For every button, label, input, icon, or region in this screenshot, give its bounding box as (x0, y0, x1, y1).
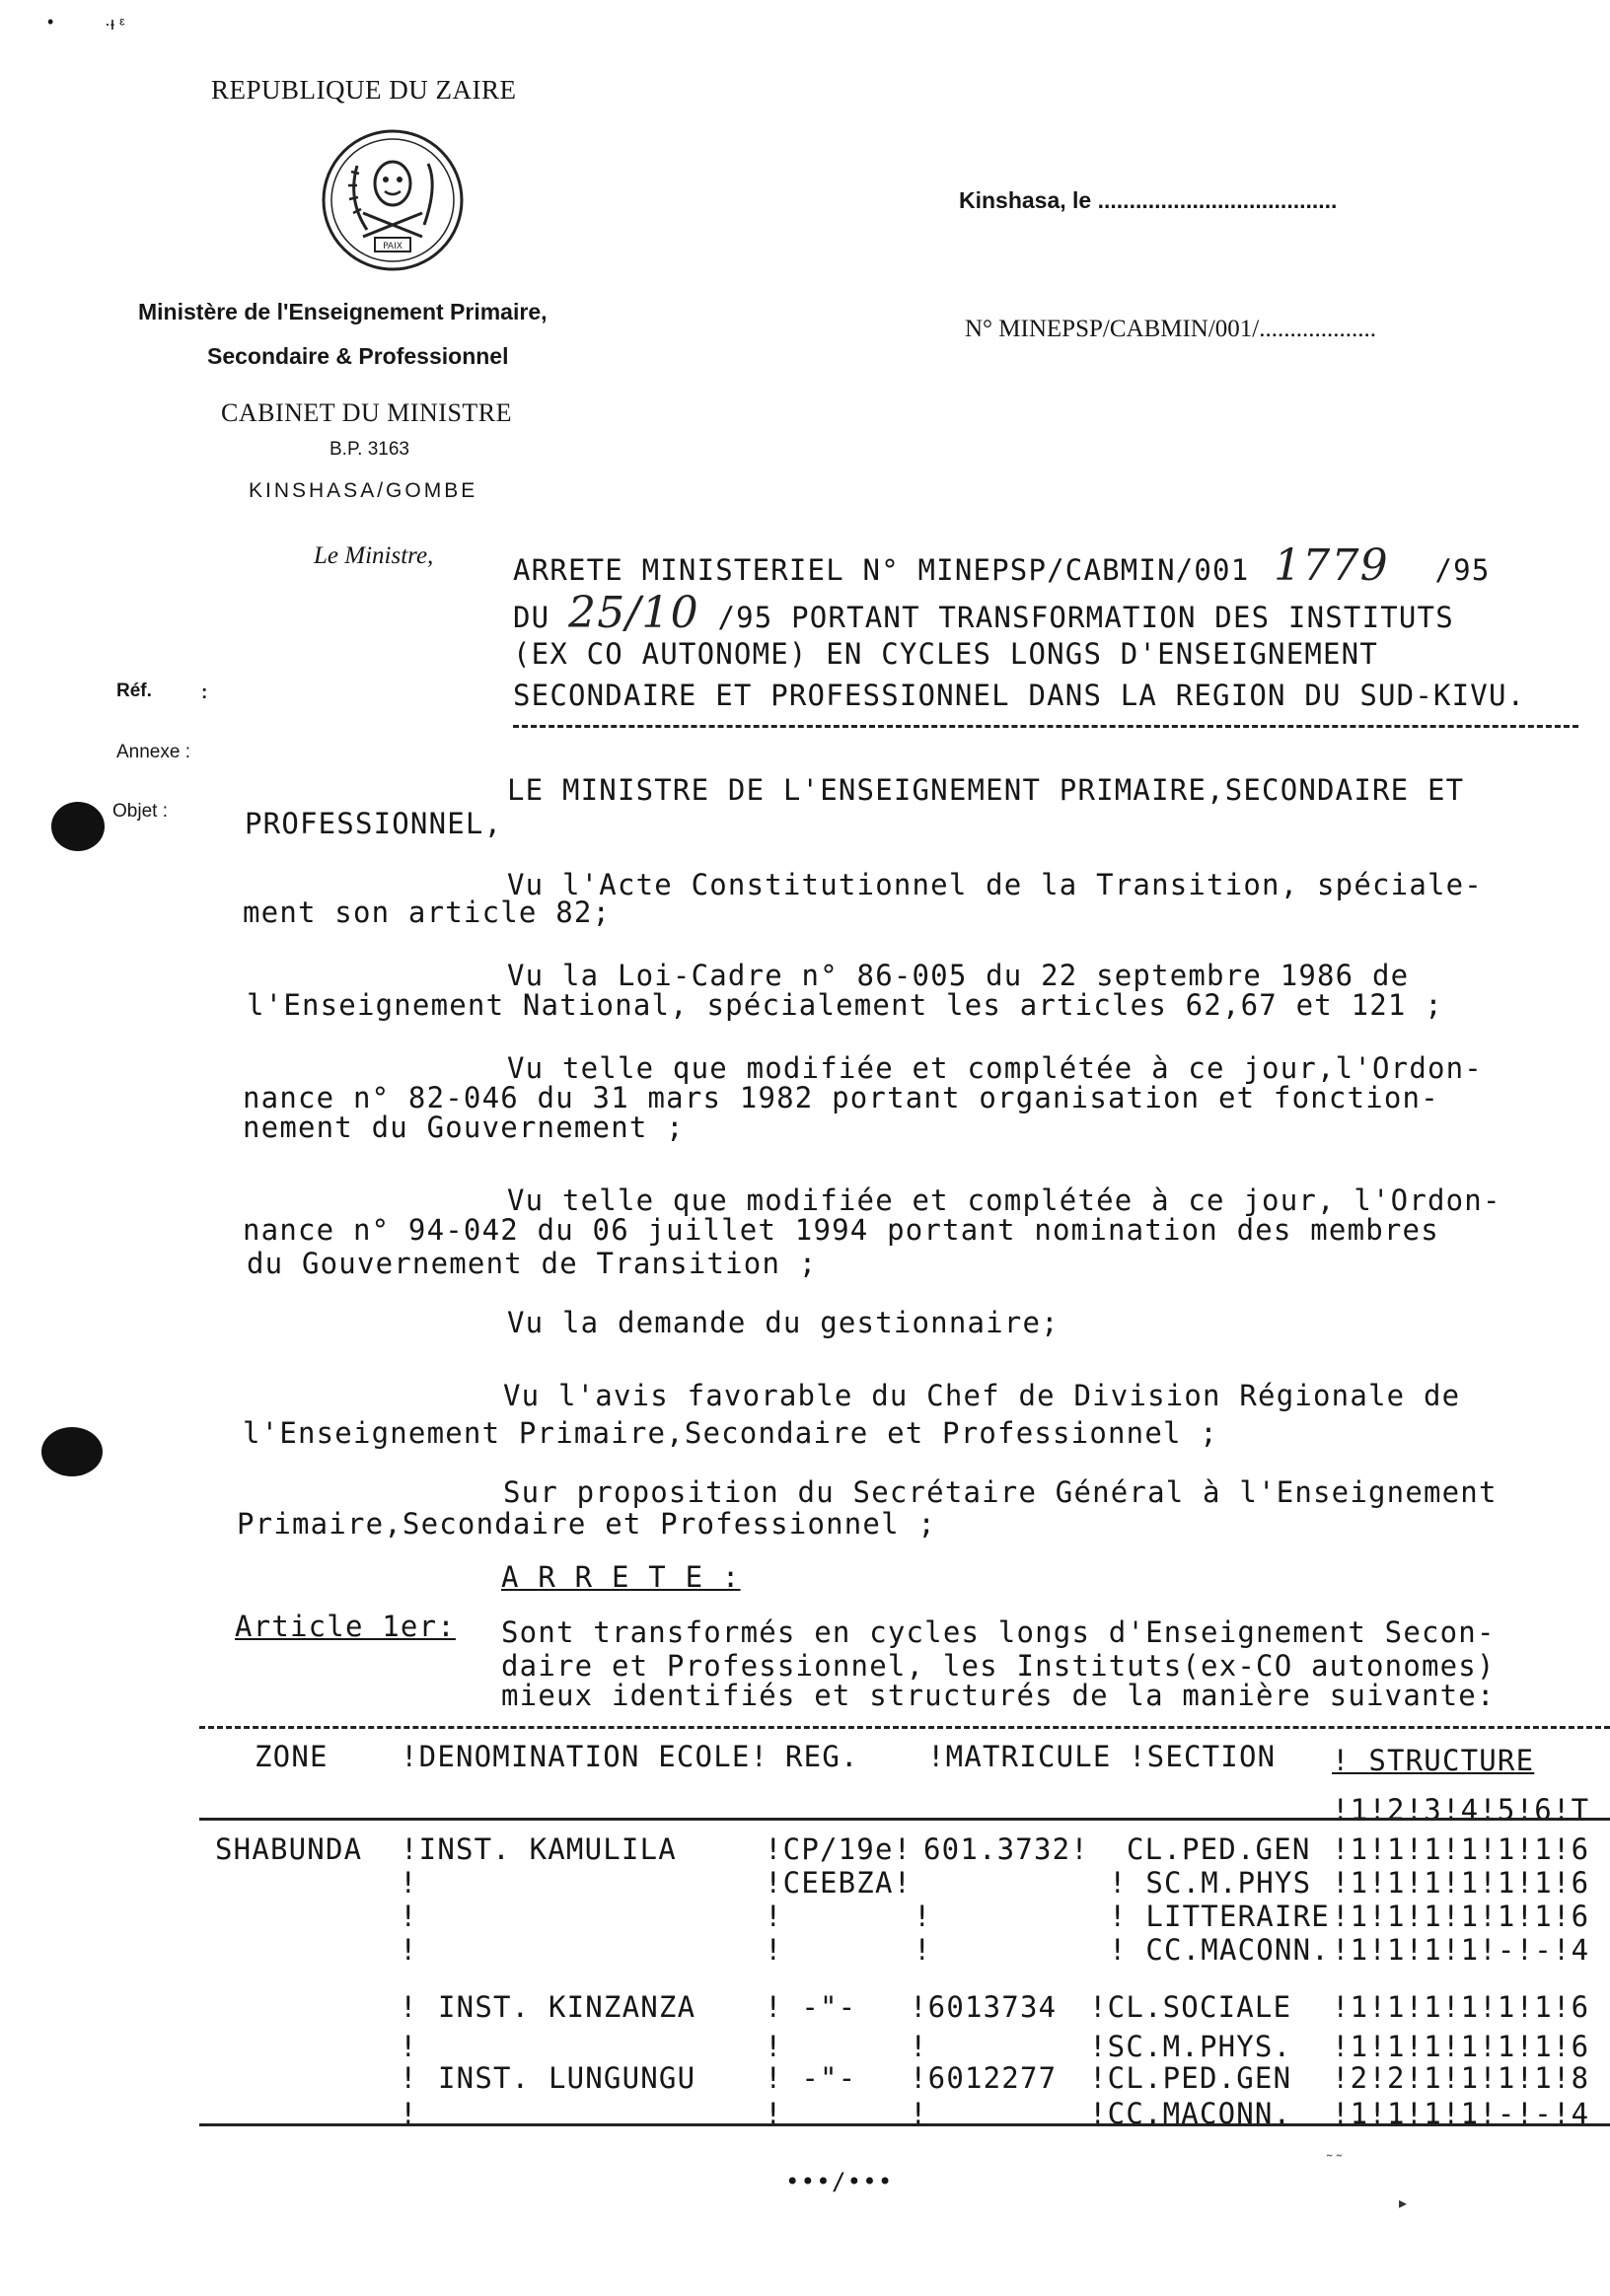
cell-section: !CL.SOCIALE (1089, 1990, 1292, 2024)
stray-mark: ▸ (1399, 2195, 1408, 2212)
cell-reg: ! -"- (765, 1990, 857, 2024)
arrete-heading: A R R E T E : (501, 1560, 741, 1594)
cell-matricule: !6013734 (910, 1990, 1058, 2024)
reference-number: N° MINEPSP/CABMIN/001/................... (965, 316, 1376, 342)
decree-date-suffix: /95 PORTANT TRANSFORMATION DES INSTITUTS (717, 601, 1454, 634)
punch-hole-mark (41, 1427, 103, 1476)
ref-colon: : (201, 682, 208, 703)
annexe-label: Annexe : (116, 742, 190, 762)
stray-mark: ˜ ˜ (1327, 2153, 1343, 2170)
cell-section: CL.PED.GEN (1127, 1832, 1311, 1866)
cell-reg: ! (765, 1900, 783, 1933)
cell-section: ! CC.MACONN. (1109, 1933, 1330, 1967)
cell-structure: !1!1!1!1!1!1!6 (1332, 1900, 1590, 1933)
place-and-date: Kinshasa, le ...................................... (959, 187, 1338, 213)
ref-label: Réf. (116, 681, 152, 701)
cell-section: ! LITTERAIRE (1109, 1900, 1330, 1933)
cell-reg: !CP/19e! (765, 1832, 913, 1866)
cell-zone: SHABUNDA (215, 1832, 363, 1866)
ministry-city: KINSHASA/GOMBE (249, 479, 478, 502)
table-header-rule (199, 1818, 1610, 1821)
col-header-structure-label: ! STRUCTURE (1332, 1744, 1535, 1777)
decree-number-handwritten: 1779 (1274, 540, 1389, 591)
seal-emblem-icon (318, 126, 468, 274)
vu4-line3: du Gouvernement de Transition ; (247, 1247, 818, 1280)
decree-title-line1 (513, 540, 1491, 591)
col-header-matricule: !MATRICULE (927, 1740, 1112, 1773)
cell-school: INST. KINZANZA (438, 1990, 696, 2024)
intro-line2: PROFESSIONNEL, (245, 807, 503, 840)
decree-date-handwritten: 25/10 (568, 588, 699, 638)
title-divider (513, 725, 1578, 728)
cell-structure: !1!1!1!1!-!-!4 (1332, 2097, 1590, 2130)
cabinet-label: CABINET DU MINISTRE (221, 398, 513, 427)
cell-zone: ! (400, 1933, 418, 1967)
cell-structure: !1!1!1!1!1!1!6 (1332, 2030, 1590, 2063)
vu6-line1: Vu l'avis favorable du Chef de Division Régionale de (503, 1379, 1461, 1412)
col-header-zone: ZONE (255, 1740, 329, 1773)
state-seal (318, 126, 468, 274)
cell-structure: !1!1!1!1!1!1!6 (1332, 1990, 1590, 2024)
table-top-divider (199, 1726, 1610, 1729)
vu2-line1: Vu la Loi-Cadre n° 86-005 du 22 septembre 1986 de (507, 959, 1410, 992)
decree-title-suffix: /95 (1434, 553, 1491, 587)
cell-structure: !1!1!1!1!-!-!4 (1332, 1933, 1590, 1967)
cell-reg: ! (765, 1933, 783, 1967)
cell-reg: ! (765, 2030, 783, 2063)
punch-hole-mark (51, 802, 105, 851)
cell-zone: ! (400, 2061, 418, 2095)
vu1-line2: ment son article 82; (243, 896, 612, 929)
decree-title-prefix: ARRETE MINISTERIEL N° MINEPSP/CABMIN/001 (513, 553, 1250, 587)
ministry-name-line2: Secondaire & Professionnel (207, 343, 509, 369)
republic-title: REPUBLIQUE DU ZAIRE (211, 75, 517, 105)
cell-school: INST. LUNGUNGU (438, 2061, 696, 2095)
cell-section: !CC.MACONN. (1089, 2097, 1292, 2130)
vu1-line1: Vu l'Acte Constitutionnel de la Transition, spéciale- (507, 868, 1483, 901)
cell-structure: !1!1!1!1!1!1!6 (1332, 1832, 1590, 1866)
cell-matricule: ! (914, 1933, 932, 1967)
decree-title-line4: SECONDAIRE ET PROFESSIONNEL DANS LA REGION DU SUD-KIVU. (513, 679, 1526, 712)
article-1-line3: mieux identifiés et structurés de la manière suivante: (501, 1679, 1496, 1712)
minister-label: Le Ministre, (314, 542, 434, 569)
cell-section: !CL.PED.GEN (1089, 2061, 1292, 2095)
cell-matricule: ! (910, 2030, 928, 2063)
vu3-line1: Vu telle que modifiée et complétée à ce jour,l'Ordon- (507, 1051, 1483, 1085)
cell-structure: !1!1!1!1!1!1!6 (1332, 1866, 1590, 1900)
col-header-structure (1332, 1744, 1534, 1777)
cell-zone: ! (400, 1900, 418, 1933)
article-1-line2: daire et Professionnel, les Instituts(ex-CO autonomes) (501, 1649, 1496, 1683)
cell-structure: !2!2!1!1!1!1!8 (1332, 2061, 1590, 2095)
structure-subheader: !1!2!3!4!5!6!T (1332, 1793, 1590, 1827)
seal-motto: PAIX (383, 242, 402, 251)
col-header-section: !SECTION (1129, 1740, 1277, 1773)
vu5-line: Vu la demande du gestionnaire; (507, 1306, 1060, 1339)
cell-zone: ! (400, 2097, 418, 2130)
cell-zone: ! (400, 1866, 418, 1900)
cell-section: !SC.M.PHYS. (1089, 2030, 1292, 2063)
vu2-line2: l'Enseignement National, spécialement les articles 62,67 et 121 ; (247, 988, 1443, 1022)
vu4-line2: nance n° 94-042 du 06 juillet 1994 portant nomination des membres (243, 1213, 1439, 1247)
continuation-mark: •••/••• (785, 2168, 894, 2195)
proposal-line1: Sur proposition du Secrétaire Général à l'Enseignement (503, 1475, 1498, 1509)
cell-zone: ! (400, 1990, 418, 2024)
stray-mark: ·ᵻ ᵋ (105, 14, 125, 34)
cell-school: !INST. KAMULILA (401, 1832, 677, 1866)
col-header-reg: REG. (785, 1740, 859, 1773)
cell-reg: ! -"- (765, 2061, 857, 2095)
intro-line1: LE MINISTRE DE L'ENSEIGNEMENT PRIMAIRE,SECONDAIRE ET (507, 773, 1465, 807)
cell-section: ! SC.M.PHYS (1109, 1866, 1312, 1900)
cell-matricule: ! (914, 1900, 932, 1933)
decree-title-line2 (513, 588, 1454, 638)
decree-date-prefix: DU (513, 601, 550, 634)
decree-title-line3: (EX CO AUTONOME) EN CYCLES LONGS D'ENSEIGNEMENT (513, 637, 1378, 671)
proposal-line2: Primaire,Secondaire et Professionnel ; (237, 1507, 937, 1541)
article-1-label: Article 1er: (235, 1610, 456, 1643)
cell-matricule: !6012277 (910, 2061, 1058, 2095)
vu4-line1: Vu telle que modifiée et complétée à ce jour, l'Ordon- (507, 1184, 1501, 1217)
cell-matricule: 601.3732! (923, 1832, 1089, 1866)
stray-mark: • (47, 12, 54, 32)
vu6-line2: l'Enseignement Primaire,Secondaire et Professionnel ; (243, 1416, 1218, 1450)
table-bottom-rule (199, 2123, 1610, 2126)
vu3-line3: nement du Gouvernement ; (243, 1111, 685, 1144)
col-header-denomination: !DENOMINATION ECOLE! (401, 1740, 769, 1773)
postal-box: B.P. 3163 (329, 439, 410, 460)
cell-zone: ! (400, 2030, 418, 2063)
objet-label: Objet : (112, 801, 168, 822)
cell-matricule: ! (910, 2097, 928, 2130)
article-1-line1: Sont transformés en cycles longs d'Enseignement Secon- (501, 1615, 1496, 1649)
cell-reg: !CEEBZA! (765, 1866, 913, 1900)
vu3-line2: nance n° 82-046 du 31 mars 1982 portant organisation et fonction- (243, 1081, 1439, 1114)
ministry-name-line1: Ministère de l'Enseignement Primaire, (138, 299, 548, 324)
cell-reg: ! (765, 2097, 783, 2130)
